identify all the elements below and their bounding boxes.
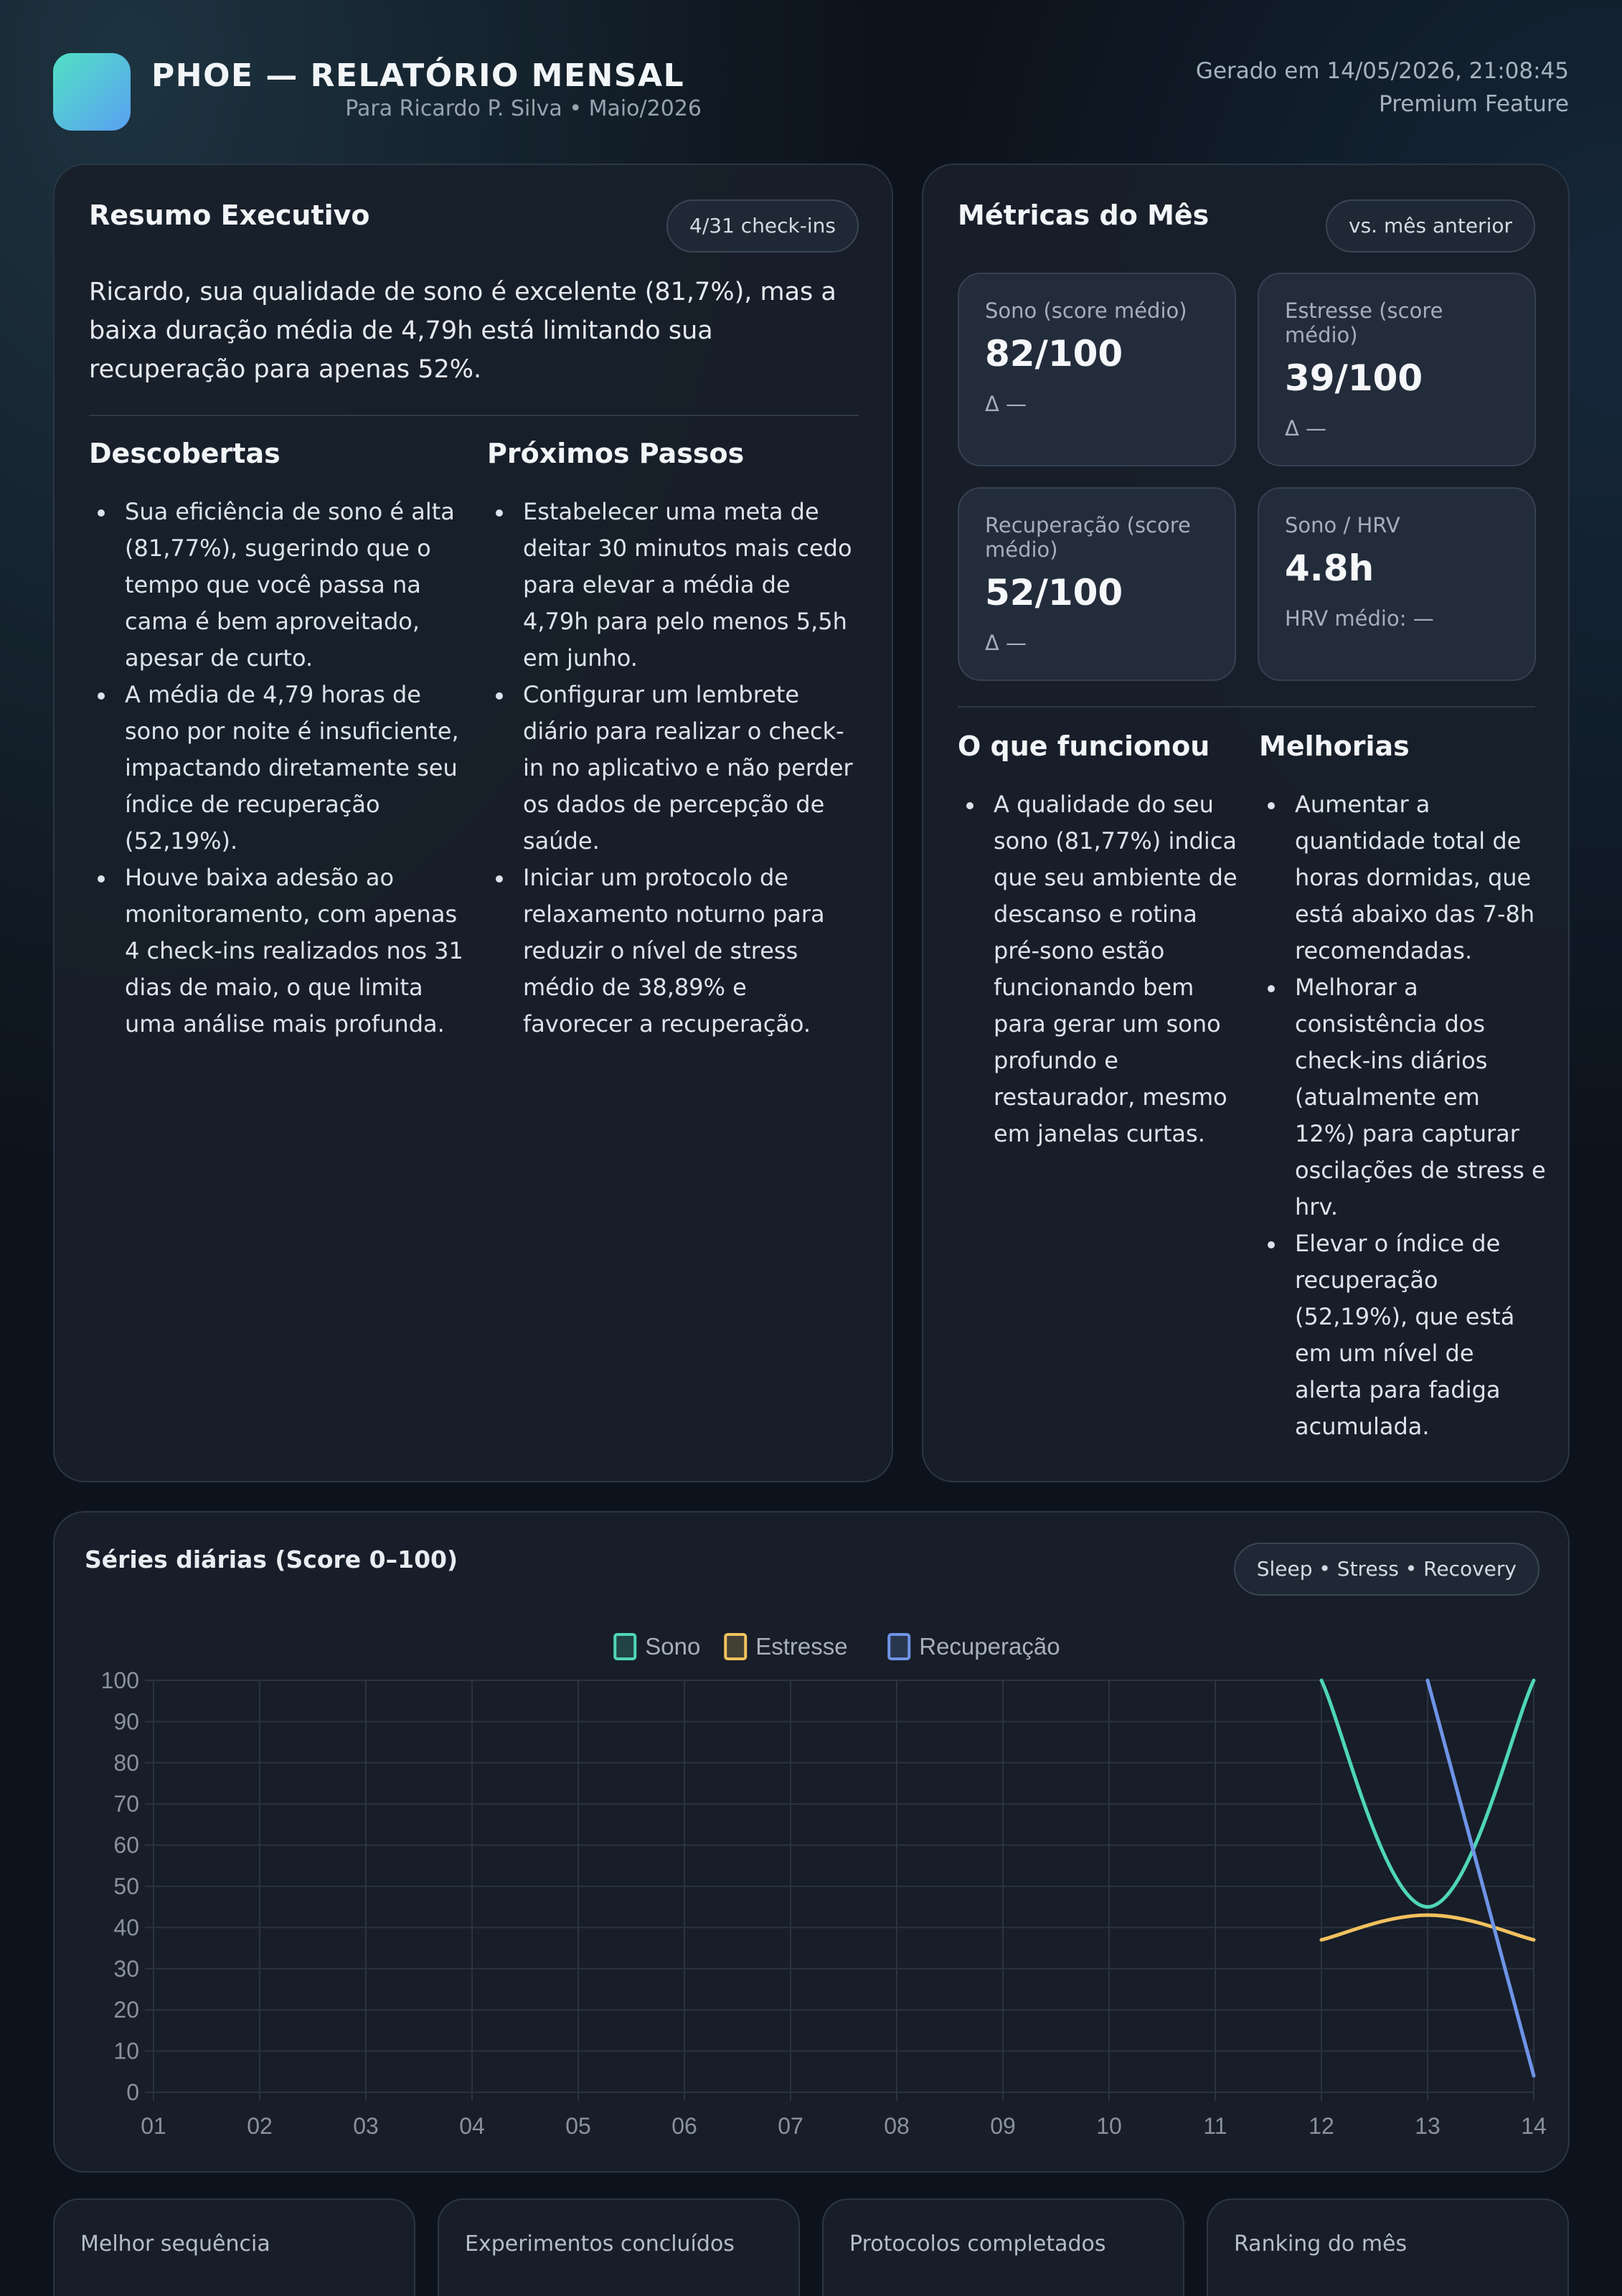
findings-list (89, 494, 476, 1043)
metric-delta: HRV médio: — (1285, 606, 1434, 631)
metrics-divider (958, 706, 1535, 707)
y-tick-label: 50 (113, 1873, 139, 1899)
checkins-badge: 4/31 check-ins (666, 199, 859, 253)
metric-label: Sono / HRV (1285, 513, 1400, 537)
metric-value: 4.8h (1285, 547, 1375, 589)
list-item: A média de 4,79 horas de sono por noite é insuficiente, impactando diretamente seu índice de recuperação (52,19%). (89, 677, 476, 860)
protocols-label: Protocolos completados (849, 2231, 1106, 2257)
next-steps-list (487, 494, 860, 1043)
y-tick-label: 10 (113, 2038, 139, 2064)
legend-swatch (889, 1634, 909, 1659)
x-tick-label: 08 (884, 2113, 910, 2139)
next-steps-title: Próximos Passos (487, 438, 745, 469)
generated-timestamp: Gerado em 14/05/2026, 21:08:45 (1195, 58, 1569, 84)
x-tick-label: 14 (1521, 2113, 1547, 2139)
comparison-badge: vs. mês anterior (1326, 199, 1535, 253)
worked-title: O que funcionou (958, 730, 1210, 762)
metric-delta: Δ — (1285, 416, 1327, 441)
y-tick-label: 80 (113, 1749, 139, 1776)
monthly-metrics-card (922, 164, 1570, 1482)
legend-label: Sono (645, 1633, 701, 1660)
report-header (53, 53, 1569, 132)
summary-divider (89, 415, 859, 416)
metric-sleep-hrv-card (1258, 487, 1536, 681)
x-tick-label: 04 (459, 2113, 485, 2139)
list-item: Iniciar um protocolo de relaxamento noturno para reduzir o nível de stress médio de 38,89% e favorecer a recuperação. (487, 860, 860, 1043)
ranking-label: Ranking do mês (1234, 2231, 1408, 2257)
legend-swatch (615, 1634, 635, 1659)
metric-recovery-card (958, 487, 1236, 681)
chart-title: Séries diárias (Score 0–100) (85, 1545, 458, 1573)
series-line-recuperação (1428, 1680, 1534, 2076)
premium-feature-label: Premium Feature (1379, 91, 1569, 117)
daily-series-card (53, 1511, 1570, 2173)
metric-value: 82/100 (985, 333, 1123, 375)
metric-delta: Δ — (985, 392, 1027, 416)
executive-summary-title: Resumo Executivo (89, 199, 370, 231)
executive-summary-card (53, 164, 893, 1482)
ranking-card (1207, 2198, 1569, 2296)
series-badge: Sleep • Stress • Recovery (1234, 1543, 1540, 1596)
improvements-title: Melhorias (1259, 730, 1410, 762)
y-tick-label: 70 (113, 1791, 139, 1817)
list-item: Aumentar a quantidade total de horas dormidas, que está abaixo das 7-8h recomendadas. (1259, 786, 1546, 969)
y-tick-label: 30 (113, 1955, 139, 1982)
metric-stress-card (1258, 273, 1536, 466)
best-streak-card (53, 2198, 415, 2296)
monthly-metrics-title: Métricas do Mês (958, 199, 1210, 231)
report-subtitle: Para Ricardo P. Silva • Maio/2026 (345, 96, 702, 121)
metric-label: Sono (score médio) (985, 298, 1187, 323)
x-tick-label: 01 (141, 2113, 166, 2139)
findings-title: Descobertas (89, 438, 280, 469)
x-tick-label: 05 (565, 2113, 591, 2139)
x-tick-label: 03 (353, 2113, 379, 2139)
y-tick-label: 40 (113, 1914, 139, 1941)
x-tick-label: 13 (1415, 2113, 1441, 2139)
report-title: PHOE — RELATÓRIO MENSAL (151, 57, 685, 94)
y-tick-label: 100 (100, 1667, 139, 1693)
daily-series-chart (55, 1512, 1571, 2174)
list-item: Elevar o índice de recuperação (52,19%), que está em um nível de alerta para fadiga acumulada. (1259, 1225, 1546, 1445)
y-tick-label: 60 (113, 1832, 139, 1858)
y-tick-label: 0 (126, 2079, 139, 2105)
protocols-card (822, 2198, 1184, 2296)
best-streak-label: Melhor sequência (80, 2231, 270, 2257)
x-tick-label: 11 (1203, 2113, 1227, 2139)
x-tick-label: 02 (247, 2113, 273, 2139)
legend-label: Recuperação (919, 1633, 1060, 1660)
metric-label: Estresse (score médio) (1285, 298, 1443, 347)
list-item: Estabelecer uma meta de deitar 30 minutos mais cedo para elevar a média de 4,79h para pelo menos 5,5h em junho. (487, 494, 860, 677)
x-tick-label: 06 (671, 2113, 697, 2139)
legend-label: Estresse (755, 1633, 848, 1660)
legend-swatch (725, 1634, 745, 1659)
list-item: Melhorar a consistência dos check-ins diários (atualmente em 12%) para capturar oscilações de stress e hrv. (1259, 969, 1546, 1225)
list-item: Houve baixa adesão ao monitoramento, com apenas 4 check-ins realizados nos 31 dias de maio, o que limita uma análise mais profunda. (89, 860, 476, 1043)
metric-label: Recuperação (score médio) (985, 513, 1191, 562)
x-tick-label: 10 (1096, 2113, 1122, 2139)
y-tick-label: 20 (113, 1997, 139, 2023)
summary-lead: Ricardo, sua qualidade de sono é excelente (81,7%), mas a baixa duração média de 4,79h está limitando sua recuperação para apenas 52%. (89, 278, 836, 384)
x-tick-label: 09 (990, 2113, 1016, 2139)
metric-value: 39/100 (1285, 357, 1423, 399)
experiments-card (438, 2198, 800, 2296)
header-meta (1196, 55, 1569, 121)
list-item: Configurar um lembrete diário para realizar o check-in no aplicativo e não perder os dados de percepção de saúde. (487, 677, 860, 860)
worked-list (958, 786, 1237, 1152)
app-logo (53, 53, 131, 131)
improvements-list (1259, 786, 1546, 1445)
experiments-label: Experimentos concluídos (465, 2231, 735, 2257)
list-item: A qualidade do seu sono (81,77%) indica que seu ambiente de descanso e rotina pré-sono estão funcionando bem para gerar um sono profundo e restaurador, mesmo em janelas curtas. (958, 786, 1237, 1152)
metric-sleep-card (958, 273, 1236, 466)
metric-delta: Δ — (985, 631, 1027, 655)
x-tick-label: 12 (1309, 2113, 1334, 2139)
metric-value: 52/100 (985, 572, 1123, 613)
x-tick-label: 07 (778, 2113, 803, 2139)
y-tick-label: 90 (113, 1708, 139, 1735)
list-item: Sua eficiência de sono é alta (81,77%), sugerindo que o tempo que você passa na cama é bem aproveitado, apesar de curto. (89, 494, 476, 677)
